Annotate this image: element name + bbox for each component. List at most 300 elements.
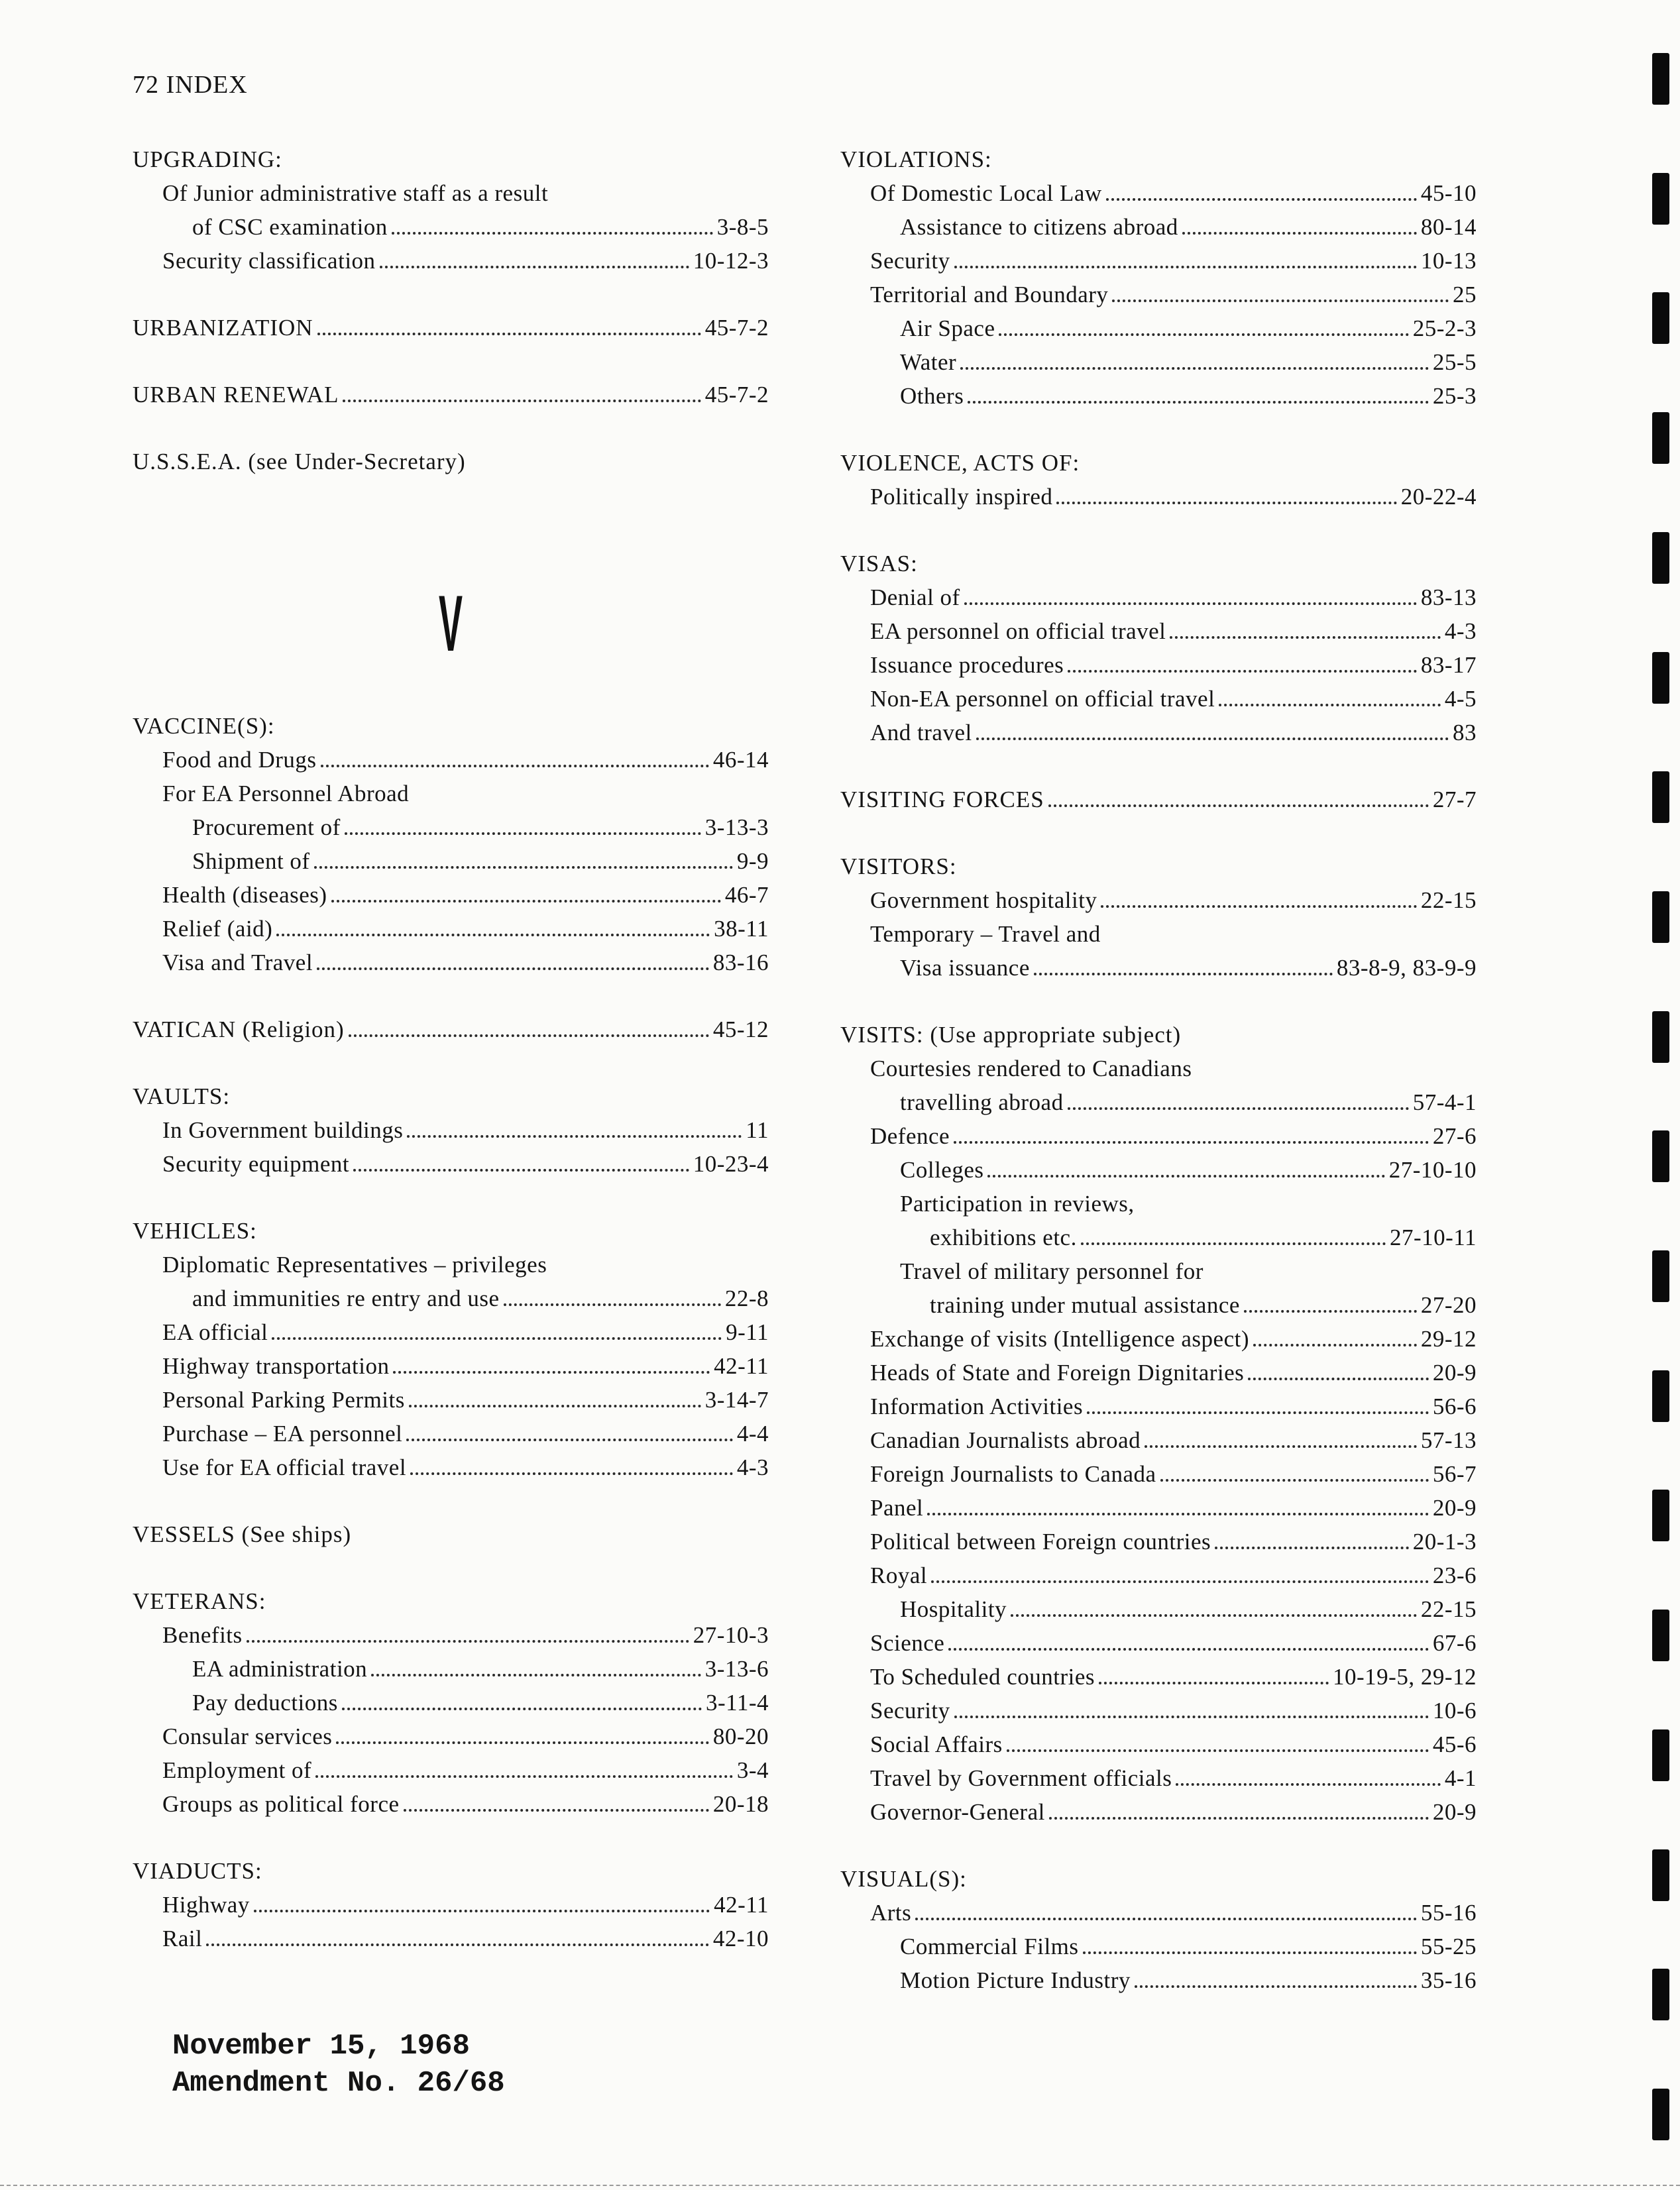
entry-reference: 57-4-1 [1412, 1089, 1477, 1115]
entry-reference: 20-9 [1432, 1799, 1477, 1825]
dot-leader [336, 1733, 708, 1744]
entry-text: VISAS: [840, 551, 918, 576]
entry-reference: 35-16 [1420, 1967, 1477, 1993]
index-subentry [840, 1423, 1477, 1457]
entry-reference: 27-20 [1420, 1292, 1477, 1318]
index-subentry [840, 1896, 1477, 1930]
entry-reference: 83 [1453, 720, 1477, 745]
dot-leader [1135, 1977, 1417, 1988]
section-letter: V [438, 579, 463, 668]
dot-leader [315, 1767, 733, 1778]
index-heading [133, 1584, 769, 1618]
dot-leader [407, 1127, 742, 1138]
entry-reference: 4-3 [1444, 618, 1477, 644]
index-subentry [840, 1592, 1477, 1626]
entry-reference: 45-6 [1432, 1731, 1477, 1757]
dot-leader [1106, 190, 1417, 201]
index-entry-group [133, 378, 769, 411]
index-heading [840, 849, 1477, 883]
entry-text: Others [900, 383, 964, 409]
margin-mark [1652, 532, 1669, 584]
index-subentry [840, 1559, 1477, 1592]
index-heading [840, 446, 1477, 480]
index-heading [133, 1517, 769, 1551]
entry-text: Temporary – Travel and [870, 921, 1101, 947]
entry-text: VEHICLES: [133, 1218, 257, 1244]
index-subentry [840, 1457, 1477, 1491]
entry-text: Panel [870, 1495, 924, 1521]
index-subentry [840, 716, 1477, 749]
margin-mark [1652, 1250, 1669, 1302]
entry-reference: 22-8 [724, 1286, 769, 1311]
dot-leader [353, 1161, 689, 1172]
margin-mark [1652, 1610, 1669, 1661]
dot-leader [1244, 1302, 1417, 1313]
entry-reference: 45-7-2 [704, 382, 769, 408]
entry-text: Canadian Journalists abroad [870, 1427, 1141, 1453]
entry-text: Diplomatic Representatives – privileges [162, 1252, 547, 1278]
entry-reference: 3-14-7 [704, 1387, 769, 1413]
margin-mark [1652, 1490, 1669, 1541]
index-subentry [840, 1254, 1477, 1288]
entry-text: Security [870, 248, 950, 274]
entry-text: Royal [870, 1562, 928, 1588]
margin-mark [1652, 2089, 1669, 2140]
dot-leader [954, 1708, 1429, 1718]
entry-reference: 3-13-3 [704, 814, 769, 840]
entry-text: VISITORS: [840, 853, 957, 879]
index-subentry [840, 1660, 1477, 1694]
index-subentry [840, 614, 1477, 648]
entry-reference: 25-2-3 [1412, 315, 1477, 341]
entry-text: exhibitions etc. [930, 1225, 1077, 1250]
entry-text: Defence [870, 1123, 950, 1149]
entry-reference: 20-9 [1432, 1495, 1477, 1521]
entry-text: VESSELS (See ships) [133, 1521, 352, 1547]
entry-text: Participation in reviews, [900, 1191, 1135, 1217]
margin-mark [1652, 1011, 1669, 1063]
entry-text: Groups as political force [162, 1791, 400, 1817]
index-entry-group [133, 1517, 769, 1551]
entry-text: To Scheduled countries [870, 1664, 1095, 1690]
entry-text: In Government buildings [162, 1117, 404, 1143]
entry-text: Heads of State and Foreign Dignitaries [870, 1360, 1245, 1386]
dot-leader [1068, 1099, 1409, 1110]
margin-mark [1652, 1849, 1669, 1901]
entry-reference: 10-12-3 [693, 248, 769, 274]
entry-reference: 42-11 [714, 1353, 769, 1379]
index-entry-group [840, 849, 1477, 985]
entry-text: Security classification [162, 248, 376, 274]
entry-text: Of Junior administrative staff as a result [162, 180, 549, 206]
entry-reference: 80-20 [712, 1724, 769, 1749]
entry-text: of CSC examination [192, 214, 388, 240]
entry-reference: 4-3 [736, 1454, 769, 1480]
entry-text: VISITS: (Use appropriate subject) [840, 1022, 1182, 1048]
dot-leader [968, 393, 1429, 404]
entry-reference: 56-7 [1432, 1461, 1477, 1487]
dot-leader [954, 258, 1417, 268]
entry-reference: 10-13 [1420, 248, 1477, 274]
dot-leader [1160, 1471, 1429, 1482]
entry-reference: 45-7-2 [704, 315, 769, 341]
entry-text: Highway [162, 1892, 250, 1918]
index-subentry [840, 1085, 1477, 1119]
index-subentry [840, 480, 1477, 514]
dot-leader [987, 1167, 1384, 1177]
index-subentry [840, 1694, 1477, 1727]
index-subentry [840, 278, 1477, 311]
dot-leader [1011, 1606, 1417, 1617]
entry-reference: 9-9 [736, 848, 769, 874]
entry-text: travelling abroad [900, 1089, 1064, 1115]
entry-reference: 3-4 [736, 1757, 769, 1783]
entry-text: EA official [162, 1319, 268, 1345]
dot-leader [964, 594, 1417, 605]
index-entry-group [133, 1013, 769, 1046]
index-subentry [840, 1119, 1477, 1153]
entry-reference: 25-5 [1432, 349, 1477, 375]
dot-leader [254, 1902, 710, 1912]
margin-mark [1652, 891, 1669, 943]
entry-text: training under mutual assistance [930, 1292, 1240, 1318]
index-column-left [133, 142, 769, 1989]
index-heading [840, 547, 1477, 580]
dot-leader [321, 757, 709, 767]
index-subentry [133, 1147, 769, 1181]
entry-reference: 83-16 [712, 950, 769, 975]
dot-leader [1007, 1741, 1429, 1752]
index-subentry [840, 345, 1477, 379]
entry-text: Of Domestic Local Law [870, 180, 1102, 206]
entry-reference: 46-14 [712, 747, 769, 773]
entry-reference: 3-13-6 [704, 1656, 769, 1682]
index-heading [133, 445, 769, 478]
margin-mark [1652, 173, 1669, 225]
dot-leader [314, 858, 733, 869]
entry-reference: 4-5 [1444, 686, 1477, 712]
index-entry-group [133, 1214, 769, 1484]
entry-text: URBANIZATION [133, 315, 313, 341]
entry-text: Purchase – EA personnel [162, 1421, 403, 1447]
amendment-footer [172, 2028, 505, 2102]
entry-reference: 29-12 [1420, 1326, 1477, 1352]
entry-text: Science [870, 1630, 945, 1656]
index-subentry [133, 946, 769, 979]
binder-margin-marks [1652, 53, 1672, 2140]
entry-text: Relief (aid) [162, 916, 273, 942]
index-group-u [133, 142, 769, 478]
index-subentry [133, 1922, 769, 1955]
entry-text: Political between Foreign countries [870, 1529, 1211, 1555]
dot-leader [1248, 1370, 1429, 1380]
entry-text: Courtesies rendered to Canadians [870, 1056, 1192, 1081]
entry-text: VIADUCTS: [133, 1858, 262, 1884]
index-subentry [133, 1618, 769, 1652]
index-subentry [133, 176, 769, 210]
index-subentry [840, 951, 1477, 985]
index-subentry [133, 1888, 769, 1922]
entry-text: EA personnel on official travel [870, 618, 1166, 644]
entry-reference: 23-6 [1432, 1562, 1477, 1588]
dot-leader [1099, 1674, 1329, 1684]
index-subentry [840, 1761, 1477, 1795]
margin-mark [1652, 1729, 1669, 1781]
index-subentry [840, 1288, 1477, 1322]
dot-leader [409, 1397, 701, 1407]
entry-text: For EA Personnel Abroad [162, 781, 410, 806]
dot-leader [331, 892, 721, 903]
index-entry-group [840, 547, 1477, 749]
entry-reference: 42-10 [712, 1926, 769, 1951]
index-subentry [840, 1187, 1477, 1221]
index-subentry [840, 917, 1477, 951]
index-subentry [133, 1417, 769, 1451]
index-heading [840, 783, 1477, 816]
index-subentry [840, 379, 1477, 413]
index-subentry [840, 1626, 1477, 1660]
entry-reference: 20-22-4 [1400, 484, 1477, 510]
index-subentry [133, 878, 769, 912]
entry-reference: 56-6 [1432, 1394, 1477, 1419]
entry-text: Rail [162, 1926, 203, 1951]
index-subentry [133, 1248, 769, 1282]
index-entry-group [840, 142, 1477, 413]
margin-mark [1652, 771, 1669, 823]
index-subentry [840, 580, 1477, 614]
entry-text: Colleges [900, 1157, 984, 1183]
index-entry-group [133, 1584, 769, 1821]
dot-leader [1048, 796, 1429, 807]
dot-leader [406, 1431, 732, 1441]
entry-text: VAULTS: [133, 1083, 231, 1109]
index-heading [133, 709, 769, 743]
entry-reference: 10-19-5, 29-12 [1333, 1664, 1477, 1690]
entry-reference: 55-16 [1420, 1900, 1477, 1926]
dot-leader [342, 1700, 702, 1710]
index-subentry [133, 1753, 769, 1787]
dot-leader [1176, 1775, 1441, 1786]
index-entry-group [133, 311, 769, 345]
index-subentry [840, 1322, 1477, 1356]
index-entry-group [133, 709, 769, 979]
entry-text: U.S.S.E.A. (see Under-Secretary) [133, 449, 466, 474]
entry-text: Visa and Travel [162, 950, 313, 975]
index-subentry [133, 810, 769, 844]
index-subentry [840, 648, 1477, 682]
entry-text: Use for EA official travel [162, 1454, 407, 1480]
index-subentry [133, 1652, 769, 1686]
dot-leader [1170, 628, 1440, 639]
entry-text: Social Affairs [870, 1731, 1003, 1757]
dot-leader [948, 1640, 1429, 1651]
entry-text: Assistance to citizens abroad [900, 214, 1178, 240]
page-header: 72 INDEX [133, 71, 248, 99]
index-entry-group [840, 1862, 1477, 1997]
scan-edge-line [0, 2185, 1680, 2186]
entry-reference: 3-8-5 [716, 214, 769, 240]
index-entry-group [840, 1018, 1477, 1829]
entry-reference: 27-7 [1432, 787, 1477, 812]
index-subentry [133, 912, 769, 946]
index-subentry [133, 1686, 769, 1720]
dot-leader [371, 1666, 701, 1676]
dot-leader [404, 1801, 709, 1812]
index-entry-group [840, 446, 1477, 514]
entry-reference: 38-11 [714, 916, 769, 942]
index-subentry [840, 244, 1477, 278]
entry-text: and immunities re entry and use [192, 1286, 500, 1311]
index-subentry [133, 1349, 769, 1383]
index-entry-group [133, 142, 769, 278]
dot-leader [1219, 696, 1441, 706]
dot-leader [1253, 1336, 1417, 1346]
index-heading [133, 1214, 769, 1248]
entry-reference: 46-7 [724, 882, 769, 908]
entry-text: Travel by Government officials [870, 1765, 1172, 1791]
entry-text: VIOLENCE, ACTS OF: [840, 450, 1080, 476]
entry-text: VACCINE(S): [133, 713, 275, 739]
entry-text: Travel of military personnel for [900, 1258, 1204, 1284]
dot-leader [410, 1464, 733, 1475]
margin-mark [1652, 1130, 1669, 1182]
entry-reference: 27-10-3 [693, 1622, 769, 1648]
dot-leader [915, 1910, 1417, 1920]
entry-text: VISITING FORCES [840, 787, 1044, 812]
index-subentry [840, 1491, 1477, 1525]
index-subentry [133, 1282, 769, 1315]
entry-text: EA administration [192, 1656, 368, 1682]
entry-reference: 27-6 [1432, 1123, 1477, 1149]
dot-leader [247, 1632, 689, 1643]
entry-text: UPGRADING: [133, 146, 282, 172]
index-subentry [133, 1451, 769, 1484]
index-entry-group [133, 1854, 769, 1955]
entry-text: VIOLATIONS: [840, 146, 992, 172]
index-entry-group [133, 445, 769, 478]
dot-leader [504, 1295, 721, 1306]
entry-text: URBAN RENEWAL [133, 382, 339, 408]
index-subentry [840, 883, 1477, 917]
dot-leader [1145, 1437, 1417, 1448]
entry-reference: 25 [1453, 282, 1477, 307]
entry-text: Politically inspired [870, 484, 1053, 510]
dot-leader [345, 824, 701, 835]
entry-text: Motion Picture Industry [900, 1967, 1131, 1993]
entry-reference: 22-15 [1420, 1596, 1477, 1622]
dot-leader [1049, 1809, 1429, 1820]
entry-text: Personal Parking Permits [162, 1387, 405, 1413]
dot-leader [276, 926, 710, 936]
index-heading [133, 378, 769, 411]
entry-reference: 27-10-10 [1388, 1157, 1477, 1183]
index-subentry [840, 1153, 1477, 1187]
entry-reference: 25-3 [1432, 383, 1477, 409]
index-subentry [133, 743, 769, 777]
entry-text: Benefits [162, 1622, 243, 1648]
footer-date: November 15, 1968 [172, 2030, 470, 2063]
margin-mark [1652, 53, 1669, 105]
index-subentry [840, 1727, 1477, 1761]
index-heading [840, 1018, 1477, 1052]
dot-leader [976, 730, 1449, 740]
dot-leader [380, 258, 689, 268]
entry-text: Government hospitality [870, 887, 1097, 913]
entry-reference: 11 [746, 1117, 769, 1143]
entry-reference: 83-17 [1420, 652, 1477, 678]
dot-leader [999, 325, 1408, 336]
dot-leader [1182, 224, 1417, 235]
index-subentry [133, 1720, 769, 1753]
entry-text: Food and Drugs [162, 747, 317, 773]
index-heading [840, 142, 1477, 176]
index-subentry [840, 1930, 1477, 1963]
entry-reference: 42-11 [714, 1892, 769, 1918]
entry-text: Procurement of [192, 814, 341, 840]
dot-leader [1068, 662, 1417, 673]
entry-reference: 20-1-3 [1412, 1529, 1477, 1555]
index-heading [840, 1862, 1477, 1896]
entry-reference: 20-9 [1432, 1360, 1477, 1386]
index-column-right [840, 142, 1477, 2030]
dot-leader [931, 1572, 1429, 1583]
entry-text: Issuance procedures [870, 652, 1064, 678]
margin-mark [1652, 1969, 1669, 2020]
index-heading [133, 1013, 769, 1046]
entry-reference: 10-23-4 [693, 1151, 769, 1177]
index-subentry [133, 210, 769, 244]
entry-reference: 27-10-11 [1389, 1225, 1477, 1250]
entry-text: Shipment of [192, 848, 310, 874]
entry-reference: 45-10 [1420, 180, 1477, 206]
entry-reference: 55-25 [1420, 1934, 1477, 1959]
index-group-v-right [840, 142, 1477, 1997]
entry-text: Security [870, 1698, 950, 1724]
index-subentry [133, 1113, 769, 1147]
index-heading [133, 1079, 769, 1113]
index-heading [133, 1854, 769, 1888]
index-entry-group [133, 1079, 769, 1181]
entry-text: VATICAN (Religion) [133, 1016, 345, 1042]
entry-text: Employment of [162, 1757, 312, 1783]
dot-leader [960, 359, 1429, 370]
dot-leader [343, 392, 700, 402]
entry-reference: 80-14 [1420, 214, 1477, 240]
dot-leader [1083, 1944, 1417, 1954]
index-subentry [840, 210, 1477, 244]
index-subentry [133, 844, 769, 878]
entry-reference: 22-15 [1420, 887, 1477, 913]
margin-mark [1652, 412, 1669, 464]
dot-leader [927, 1505, 1429, 1515]
entry-reference: 20-18 [712, 1791, 769, 1817]
entry-reference: 83-8-9, 83-9-9 [1336, 955, 1477, 981]
dot-leader [393, 1363, 710, 1374]
entry-text: VETERANS: [133, 1588, 266, 1614]
index-subentry [840, 1052, 1477, 1085]
entry-text: Air Space [900, 315, 995, 341]
entry-text: Hospitality [900, 1596, 1007, 1622]
dot-leader [1215, 1539, 1409, 1549]
footer-amendment: Amendment No. 26/68 [172, 2067, 505, 2100]
index-subentry [840, 1221, 1477, 1254]
entry-text: Arts [870, 1900, 912, 1926]
entry-reference: 83-13 [1420, 584, 1477, 610]
index-subentry [840, 311, 1477, 345]
entry-text: VISUAL(S): [840, 1866, 967, 1892]
index-subentry [133, 1787, 769, 1821]
entry-text: Health (diseases) [162, 882, 327, 908]
